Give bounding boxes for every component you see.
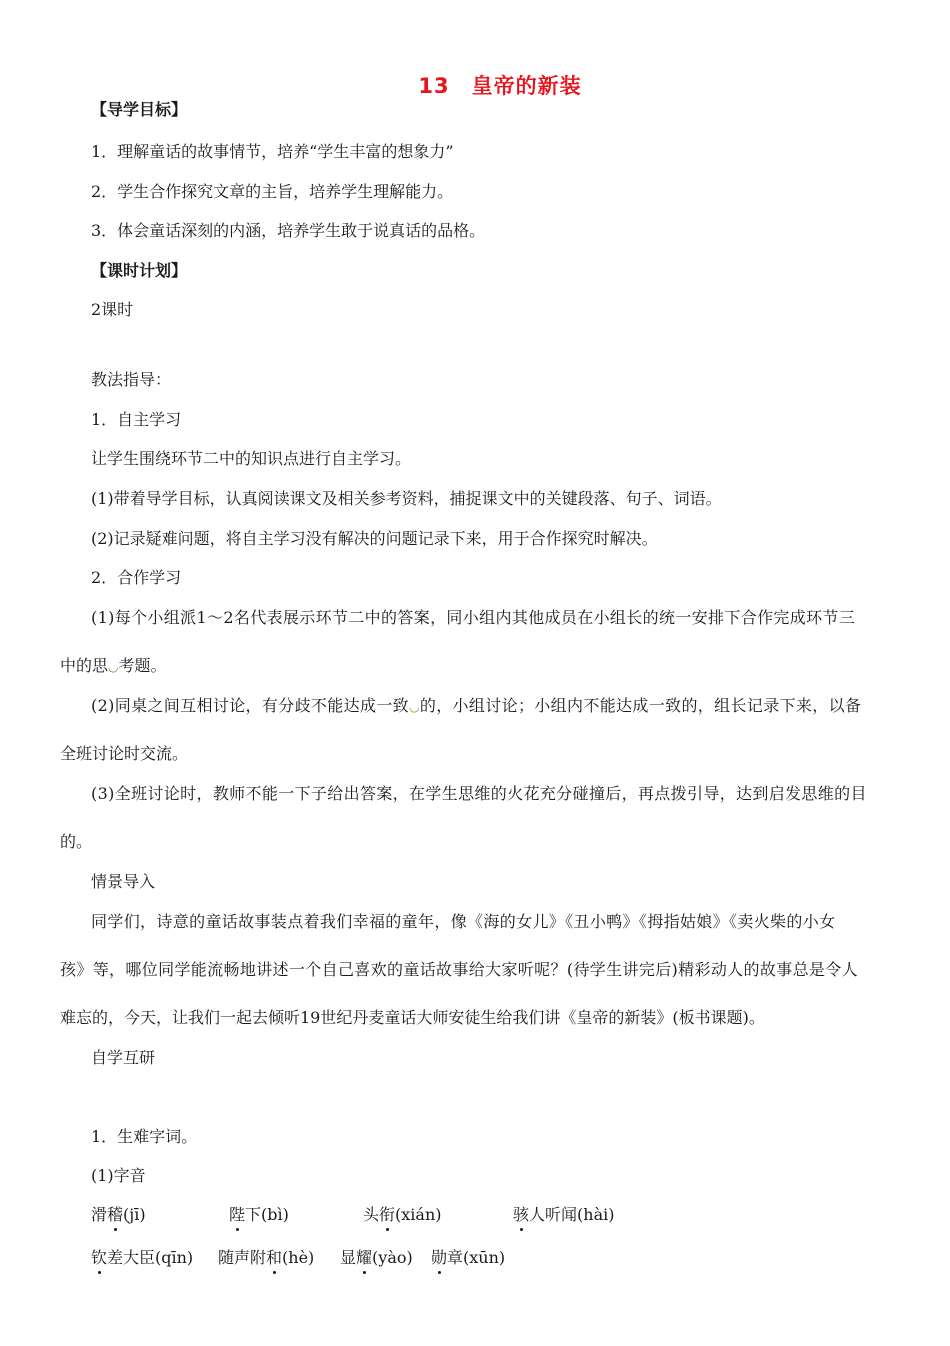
guide-goal-item: 3．体会童话深刻的内涵，培养学生敢于说真话的品格。 — [91, 221, 486, 240]
text-fragment: 的，小组讨论；小组内不能达成一致的，组长记录下来，以备 — [419, 696, 862, 715]
vocab-word — [229, 1205, 289, 1225]
vocab-word — [363, 1205, 442, 1225]
guide-goal-item: 2．学生合作探究文章的主旨，培养学生理解能力。 — [91, 182, 454, 201]
word-part: 人听闻(hài) — [529, 1205, 615, 1224]
intro-scene-heading: 情景导入 — [91, 872, 156, 891]
intro-scene-line1: 同学们，诗意的童话故事装点着我们幸福的童年，像《海的女儿》《丑小鸭》《拇指姑娘》《卖火柴的小女 — [91, 912, 836, 931]
guide-goals-heading: 【导学目标】 — [91, 100, 188, 119]
vocab-word — [431, 1248, 505, 1268]
coop-study-p3-line1: (3)全班讨论时，教师不能一下子给出答案，在学生思维的火花充分碰撞后，再点拨引导，达到启发思维的目 — [91, 784, 867, 803]
vocab-word — [513, 1205, 614, 1225]
vocab-word — [218, 1248, 314, 1268]
coop-study-p1-line1: (1)每个小组派1～2名代表展示环节二中的答案，同小组内其他成员在小组长的统一安排下合作完成环节三 — [91, 608, 856, 627]
coop-study-p3-line2: 的。 — [60, 832, 93, 851]
dotted-char: 和 — [266, 1248, 283, 1267]
word-part: 差大臣(qīn) — [107, 1248, 194, 1267]
word-part: (xián) — [395, 1205, 442, 1224]
text-fragment: 中的思 — [60, 656, 109, 675]
dotted-char: 耀 — [356, 1248, 373, 1267]
self-study-research-heading: 自学互研 — [91, 1048, 156, 1067]
schedule-heading: 【课时计划】 — [91, 261, 188, 280]
text-fragment: (2)同桌之间互相讨论，有分歧不能达成一致 — [91, 696, 410, 715]
self-study-intro: 让学生围绕环节二中的知识点进行自主学习。 — [91, 449, 412, 468]
self-study-title: 1．自主学习 — [91, 410, 182, 429]
self-study-p2: (2)记录疑难问题，将自主学习没有解决的问题记录下来，用于合作探究时解决。 — [91, 529, 658, 548]
word-part: 显 — [340, 1248, 357, 1267]
coop-study-p1-line2 — [60, 656, 167, 677]
word-part: (hè) — [282, 1248, 315, 1267]
guide-goal-item: 1．理解童话的故事情节，培养“学生丰富的想象力” — [91, 142, 454, 161]
word-part: (jī) — [123, 1205, 146, 1224]
dotted-char: 陛 — [229, 1205, 246, 1224]
vocab-title: 1．生难字词。 — [91, 1127, 198, 1146]
vocab-word — [340, 1248, 413, 1268]
text-fragment: 考题。 — [118, 656, 167, 675]
self-study-p1: (1)带着导学目标，认真阅读课文及相关参考资料，捕捉课文中的关键段落、句子、词语。 — [91, 489, 722, 508]
dotted-char: 骇 — [513, 1205, 530, 1224]
edit-mark: ◡ — [108, 660, 119, 674]
dotted-char: 钦 — [91, 1248, 108, 1267]
word-part: 章(xūn) — [447, 1248, 506, 1267]
word-part: 下(bì) — [245, 1205, 289, 1224]
schedule-value: 2课时 — [91, 300, 134, 319]
vocab-word — [91, 1248, 193, 1268]
intro-scene-line2: 孩》等，哪位同学能流畅地讲述一个自己喜欢的童话故事给大家听呢？(待学生讲完后)精彩动人的故事总是令人 — [60, 960, 858, 979]
dotted-char: 稽 — [107, 1205, 124, 1224]
word-part: 随声附 — [218, 1248, 267, 1267]
coop-study-p2-line2: 全班讨论时交流。 — [60, 744, 189, 763]
pronunciation-title: (1)字音 — [91, 1166, 146, 1185]
intro-scene-line3: 难忘的，今天，让我们一起去倾听19世纪丹麦童话大师安徒生给我们讲《皇帝的新装》(板书课题)。 — [60, 1008, 765, 1027]
page-title: 13 皇帝的新装 — [418, 74, 582, 98]
dotted-char: 勋 — [431, 1248, 448, 1267]
method-heading: 教法指导： — [91, 370, 172, 389]
edit-mark: ◡ — [409, 700, 420, 714]
vocab-word — [91, 1205, 146, 1225]
word-part: (yào) — [372, 1248, 413, 1267]
coop-study-title: 2．合作学习 — [91, 568, 182, 587]
coop-study-p2-line1 — [91, 696, 861, 717]
dotted-char: 衔 — [379, 1205, 396, 1224]
word-part: 头 — [363, 1205, 380, 1224]
word-part: 滑 — [91, 1205, 108, 1224]
